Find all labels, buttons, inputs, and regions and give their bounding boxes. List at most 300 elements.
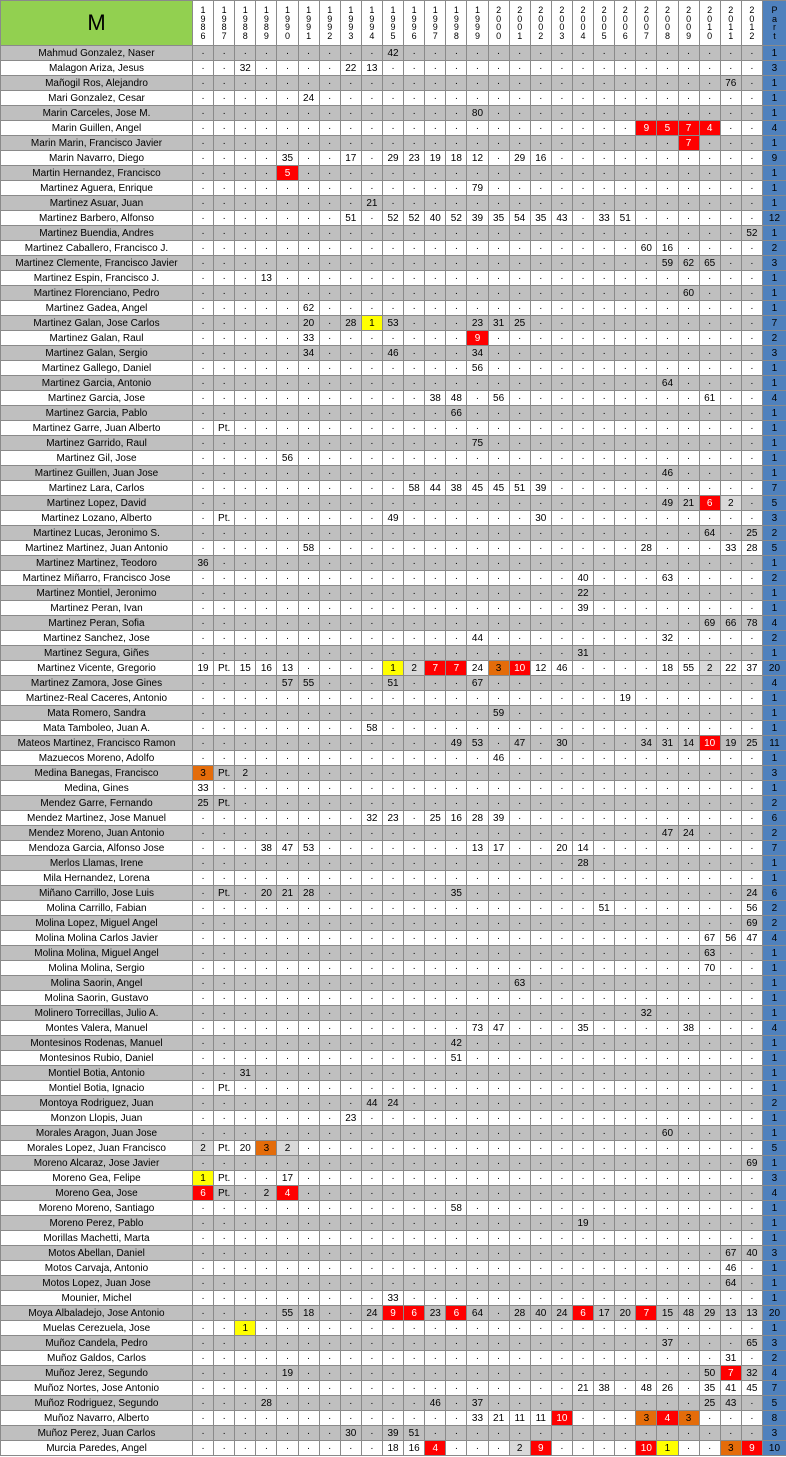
year-cell: · bbox=[340, 1021, 361, 1036]
year-cell: · bbox=[277, 1351, 298, 1366]
year-cell: 3 bbox=[256, 1141, 277, 1156]
year-cell: · bbox=[404, 976, 425, 991]
year-cell: · bbox=[298, 661, 319, 676]
year-cell: · bbox=[657, 841, 678, 856]
year-cell: · bbox=[720, 1411, 741, 1426]
year-cell: · bbox=[425, 1096, 446, 1111]
year-cell: · bbox=[277, 91, 298, 106]
year-cell: · bbox=[594, 1231, 615, 1246]
year-cell: · bbox=[699, 781, 720, 796]
year-cell: · bbox=[572, 1426, 593, 1441]
year-cell: 34 bbox=[636, 736, 657, 751]
year-cell: · bbox=[256, 1276, 277, 1291]
year-cell: 23 bbox=[340, 1111, 361, 1126]
year-cell: · bbox=[298, 1381, 319, 1396]
year-cell: · bbox=[319, 901, 340, 916]
year-cell: · bbox=[277, 121, 298, 136]
player-name: Martinez Segura, Giñes bbox=[1, 646, 193, 661]
table-row bbox=[1, 1426, 786, 1441]
year-cell: · bbox=[214, 586, 235, 601]
year-cell: · bbox=[382, 766, 403, 781]
year-cell: · bbox=[488, 1201, 509, 1216]
year-cell: · bbox=[319, 1186, 340, 1201]
year-cell: · bbox=[446, 841, 467, 856]
year-cell: · bbox=[425, 1336, 446, 1351]
year-cell: · bbox=[340, 781, 361, 796]
year-cell: · bbox=[298, 691, 319, 706]
year-cell: · bbox=[298, 751, 319, 766]
year-cell: · bbox=[636, 1201, 657, 1216]
year-cell: · bbox=[509, 181, 530, 196]
year-cell: · bbox=[425, 76, 446, 91]
year-cell: · bbox=[699, 916, 720, 931]
participations-count: 7 bbox=[762, 481, 786, 496]
year-cell: · bbox=[615, 991, 636, 1006]
year-cell: · bbox=[636, 571, 657, 586]
year-cell: · bbox=[404, 361, 425, 376]
year-cell: · bbox=[425, 1351, 446, 1366]
year-cell: · bbox=[530, 196, 551, 211]
year-cell: · bbox=[319, 226, 340, 241]
year-cell: 29 bbox=[699, 1306, 720, 1321]
year-cell: · bbox=[530, 1216, 551, 1231]
year-cell: 35 bbox=[572, 1021, 593, 1036]
year-cell: · bbox=[404, 856, 425, 871]
year-cell: · bbox=[594, 196, 615, 211]
year-cell: · bbox=[551, 241, 572, 256]
table-row bbox=[1, 616, 786, 631]
year-cell: · bbox=[636, 1126, 657, 1141]
year-cell: · bbox=[488, 1216, 509, 1231]
player-name: Martin Hernandez, Francisco bbox=[1, 166, 193, 181]
year-cell: · bbox=[488, 1291, 509, 1306]
year-cell: · bbox=[551, 526, 572, 541]
year-cell: · bbox=[340, 1396, 361, 1411]
year-cell: · bbox=[277, 1276, 298, 1291]
year-cell: · bbox=[446, 301, 467, 316]
year-cell: · bbox=[256, 46, 277, 61]
year-cell: · bbox=[657, 1261, 678, 1276]
year-cell: · bbox=[530, 256, 551, 271]
year-cell: · bbox=[657, 931, 678, 946]
year-cell: · bbox=[361, 526, 382, 541]
year-cell: · bbox=[467, 1246, 488, 1261]
year-cell: · bbox=[467, 886, 488, 901]
year-cell: · bbox=[699, 271, 720, 286]
year-cell: · bbox=[298, 1321, 319, 1336]
year-cell: · bbox=[425, 316, 446, 331]
year-cell: · bbox=[615, 1216, 636, 1231]
year-cell: · bbox=[235, 1381, 256, 1396]
year-cell: · bbox=[214, 841, 235, 856]
year-cell: · bbox=[340, 361, 361, 376]
year-cell: · bbox=[256, 976, 277, 991]
year-cell: · bbox=[467, 1351, 488, 1366]
year-cell: · bbox=[741, 481, 762, 496]
year-cell: · bbox=[699, 1096, 720, 1111]
year-cell: · bbox=[340, 1366, 361, 1381]
year-cell: · bbox=[509, 166, 530, 181]
year-cell: · bbox=[361, 646, 382, 661]
year-cell: · bbox=[361, 391, 382, 406]
year-cell: · bbox=[551, 946, 572, 961]
year-cell: · bbox=[488, 871, 509, 886]
year-cell: · bbox=[382, 631, 403, 646]
year-cell: · bbox=[699, 1081, 720, 1096]
year-cell: · bbox=[720, 1321, 741, 1336]
year-cell: · bbox=[488, 901, 509, 916]
year-cell: · bbox=[594, 556, 615, 571]
year-cell: · bbox=[741, 1141, 762, 1156]
year-cell: · bbox=[340, 1066, 361, 1081]
year-cell: 23 bbox=[404, 151, 425, 166]
year-cell: · bbox=[277, 571, 298, 586]
year-cell: · bbox=[214, 1006, 235, 1021]
year-cell: · bbox=[214, 1321, 235, 1336]
year-cell: · bbox=[467, 451, 488, 466]
year-cell: · bbox=[530, 76, 551, 91]
year-cell: · bbox=[572, 1201, 593, 1216]
year-cell: 39 bbox=[382, 1426, 403, 1441]
year-cell: · bbox=[551, 1396, 572, 1411]
year-cell: · bbox=[551, 61, 572, 76]
year-cell: · bbox=[657, 76, 678, 91]
year-cell: · bbox=[340, 226, 361, 241]
table-row bbox=[1, 1396, 786, 1411]
year-cell: · bbox=[572, 1246, 593, 1261]
year-cell: · bbox=[615, 556, 636, 571]
year-cell: · bbox=[678, 676, 699, 691]
year-cell: · bbox=[425, 556, 446, 571]
year-cell: · bbox=[214, 1366, 235, 1381]
year-cell: · bbox=[193, 871, 214, 886]
year-cell: · bbox=[235, 196, 256, 211]
year-cell: · bbox=[404, 811, 425, 826]
year-cell: · bbox=[256, 1066, 277, 1081]
year-cell: · bbox=[404, 901, 425, 916]
year-cell: · bbox=[467, 961, 488, 976]
year-cell: · bbox=[615, 631, 636, 646]
participations-count: 2 bbox=[762, 331, 786, 346]
year-cell: · bbox=[720, 346, 741, 361]
table-row bbox=[1, 721, 786, 736]
year-cell: · bbox=[235, 1336, 256, 1351]
year-cell: · bbox=[214, 1216, 235, 1231]
year-cell: · bbox=[572, 1276, 593, 1291]
year-cell: · bbox=[382, 391, 403, 406]
year-cell: · bbox=[298, 796, 319, 811]
year-cell: · bbox=[340, 556, 361, 571]
player-name: Martinez Galan, Jose Carlos bbox=[1, 316, 193, 331]
year-cell: · bbox=[361, 1051, 382, 1066]
year-cell: · bbox=[678, 376, 699, 391]
table-row bbox=[1, 1081, 786, 1096]
table-row bbox=[1, 826, 786, 841]
year-cell: · bbox=[509, 1171, 530, 1186]
year-cell: 53 bbox=[298, 841, 319, 856]
year-cell: · bbox=[382, 916, 403, 931]
year-cell: 24 bbox=[551, 1306, 572, 1321]
year-cell: · bbox=[319, 1111, 340, 1126]
year-cell: · bbox=[467, 1066, 488, 1081]
year-cell: · bbox=[509, 1321, 530, 1336]
year-cell: · bbox=[720, 901, 741, 916]
year-cell: · bbox=[235, 1366, 256, 1381]
year-cell: · bbox=[488, 1231, 509, 1246]
table-row bbox=[1, 1321, 786, 1336]
year-cell: · bbox=[319, 1156, 340, 1171]
year-cell: · bbox=[615, 1021, 636, 1036]
year-cell: · bbox=[720, 211, 741, 226]
year-cell: · bbox=[530, 1246, 551, 1261]
year-cell: 55 bbox=[277, 1306, 298, 1321]
year-cell: · bbox=[404, 961, 425, 976]
table-row bbox=[1, 1411, 786, 1426]
year-cell: · bbox=[298, 1336, 319, 1351]
year-cell: · bbox=[699, 1426, 720, 1441]
year-cell: · bbox=[404, 706, 425, 721]
year-cell: · bbox=[256, 1126, 277, 1141]
year-cell: · bbox=[530, 676, 551, 691]
year-cell: · bbox=[488, 781, 509, 796]
year-cell: · bbox=[488, 1006, 509, 1021]
table-row bbox=[1, 406, 786, 421]
year-cell: · bbox=[298, 1246, 319, 1261]
year-cell: · bbox=[741, 121, 762, 136]
year-cell: · bbox=[509, 931, 530, 946]
year-cell: · bbox=[256, 1171, 277, 1186]
year-cell: · bbox=[551, 766, 572, 781]
year-cell: · bbox=[467, 586, 488, 601]
year-cell: · bbox=[509, 1336, 530, 1351]
year-cell: · bbox=[404, 301, 425, 316]
year-cell: · bbox=[488, 496, 509, 511]
year-cell: 33 bbox=[193, 781, 214, 796]
year-cell: · bbox=[509, 766, 530, 781]
year-cell: · bbox=[340, 466, 361, 481]
year-cell: · bbox=[615, 511, 636, 526]
year-cell: · bbox=[425, 826, 446, 841]
year-cell: · bbox=[235, 1126, 256, 1141]
year-cell: · bbox=[657, 346, 678, 361]
year-cell: · bbox=[720, 571, 741, 586]
year-cell: 38 bbox=[678, 1021, 699, 1036]
year-cell: · bbox=[699, 886, 720, 901]
year-cell: 44 bbox=[361, 1096, 382, 1111]
year-cell: · bbox=[214, 76, 235, 91]
year-cell: · bbox=[361, 1171, 382, 1186]
year-cell: · bbox=[193, 1351, 214, 1366]
year-cell: · bbox=[699, 211, 720, 226]
year-cell: · bbox=[720, 1231, 741, 1246]
year-cell: 24 bbox=[678, 826, 699, 841]
year-cell: · bbox=[551, 361, 572, 376]
year-cell: · bbox=[319, 1276, 340, 1291]
year-cell: · bbox=[446, 1426, 467, 1441]
year-cell: · bbox=[636, 871, 657, 886]
year-cell: · bbox=[235, 181, 256, 196]
participations-count: 4 bbox=[762, 121, 786, 136]
year-cell: · bbox=[551, 1201, 572, 1216]
year-cell: · bbox=[720, 721, 741, 736]
year-cell: · bbox=[404, 616, 425, 631]
year-cell: · bbox=[467, 1231, 488, 1246]
year-cell: · bbox=[382, 196, 403, 211]
year-cell: · bbox=[404, 286, 425, 301]
year-cell: · bbox=[657, 676, 678, 691]
year-cell: · bbox=[509, 1366, 530, 1381]
year-cell: · bbox=[509, 1156, 530, 1171]
year-cell: · bbox=[214, 1411, 235, 1426]
year-cell: · bbox=[488, 376, 509, 391]
year-cell: · bbox=[382, 181, 403, 196]
year-cell: · bbox=[361, 631, 382, 646]
year-cell: · bbox=[425, 166, 446, 181]
year-cell: · bbox=[720, 181, 741, 196]
year-cell: · bbox=[193, 1411, 214, 1426]
year-cell: · bbox=[382, 1171, 403, 1186]
year-cell: · bbox=[214, 361, 235, 376]
year-cell: · bbox=[214, 61, 235, 76]
year-cell: · bbox=[235, 1246, 256, 1261]
year-cell: · bbox=[720, 826, 741, 841]
year-cell: · bbox=[235, 961, 256, 976]
year-cell: 4 bbox=[699, 121, 720, 136]
year-cell: · bbox=[657, 1246, 678, 1261]
year-cell: · bbox=[340, 1321, 361, 1336]
year-cell: · bbox=[446, 376, 467, 391]
year-cell: · bbox=[509, 1276, 530, 1291]
participations-count: 5 bbox=[762, 1396, 786, 1411]
year-cell: · bbox=[530, 301, 551, 316]
year-cell: · bbox=[404, 991, 425, 1006]
year-cell: · bbox=[193, 106, 214, 121]
year-cell: · bbox=[530, 601, 551, 616]
year-cell: · bbox=[678, 646, 699, 661]
participations-count: 1 bbox=[762, 1051, 786, 1066]
table-row bbox=[1, 1276, 786, 1291]
year-cell: · bbox=[488, 181, 509, 196]
year-cell: · bbox=[488, 1261, 509, 1276]
year-cell: · bbox=[446, 676, 467, 691]
year-cell: · bbox=[594, 931, 615, 946]
year-cell: · bbox=[509, 1396, 530, 1411]
year-cell: · bbox=[594, 1366, 615, 1381]
year-cell: · bbox=[256, 406, 277, 421]
year-cell: · bbox=[425, 706, 446, 721]
year-cell: · bbox=[277, 1096, 298, 1111]
year-cell: · bbox=[636, 676, 657, 691]
year-cell: · bbox=[446, 586, 467, 601]
year-cell: · bbox=[340, 391, 361, 406]
year-cell: · bbox=[741, 316, 762, 331]
year-cell: · bbox=[530, 1201, 551, 1216]
year-cell: · bbox=[467, 1441, 488, 1456]
year-cell: · bbox=[699, 1036, 720, 1051]
year-cell: · bbox=[340, 181, 361, 196]
year-cell: · bbox=[404, 1246, 425, 1261]
player-name: Morales Aragon, Juan Jose bbox=[1, 1126, 193, 1141]
year-cell: · bbox=[699, 46, 720, 61]
year-cell: · bbox=[277, 196, 298, 211]
table-row bbox=[1, 301, 786, 316]
year-cell: · bbox=[720, 601, 741, 616]
player-name: Mendez Garre, Fernando bbox=[1, 796, 193, 811]
year-cell: 25 bbox=[509, 316, 530, 331]
year-cell: · bbox=[509, 706, 530, 721]
year-cell: · bbox=[193, 541, 214, 556]
year-cell: · bbox=[340, 1411, 361, 1426]
year-cell: · bbox=[446, 1276, 467, 1291]
year-cell: · bbox=[319, 466, 340, 481]
year-cell: · bbox=[657, 961, 678, 976]
year-cell: · bbox=[256, 391, 277, 406]
year-cell: · bbox=[551, 196, 572, 211]
year-cell: · bbox=[615, 586, 636, 601]
year-cell: · bbox=[509, 301, 530, 316]
year-cell: · bbox=[467, 796, 488, 811]
year-cell: · bbox=[298, 571, 319, 586]
year-cell: 10 bbox=[551, 1411, 572, 1426]
year-cell: · bbox=[446, 346, 467, 361]
year-cell: · bbox=[319, 1261, 340, 1276]
year-cell: · bbox=[467, 1051, 488, 1066]
year-cell: · bbox=[720, 916, 741, 931]
year-cell: · bbox=[425, 436, 446, 451]
year-cell: · bbox=[340, 811, 361, 826]
year-cell: · bbox=[425, 286, 446, 301]
year-cell: · bbox=[340, 736, 361, 751]
year-cell: · bbox=[235, 901, 256, 916]
year-cell: 54 bbox=[509, 211, 530, 226]
year-cell: · bbox=[277, 136, 298, 151]
year-cell: · bbox=[467, 466, 488, 481]
year-cell: · bbox=[720, 436, 741, 451]
year-cell: · bbox=[572, 901, 593, 916]
year-cell: 79 bbox=[467, 181, 488, 196]
participations-count: 1 bbox=[762, 1291, 786, 1306]
participations-count: 3 bbox=[762, 1246, 786, 1261]
year-cell: · bbox=[446, 871, 467, 886]
year-cell: · bbox=[699, 76, 720, 91]
year-cell: · bbox=[256, 1111, 277, 1126]
year-cell: · bbox=[741, 211, 762, 226]
year-cell: · bbox=[277, 1081, 298, 1096]
year-cell: · bbox=[615, 976, 636, 991]
year-cell: · bbox=[720, 166, 741, 181]
year-cell: 46 bbox=[425, 1396, 446, 1411]
year-cell: · bbox=[720, 241, 741, 256]
year-cell: · bbox=[488, 886, 509, 901]
year-cell: 41 bbox=[720, 1381, 741, 1396]
year-cell: · bbox=[256, 1291, 277, 1306]
player-name: Marin Carceles, Jose M. bbox=[1, 106, 193, 121]
year-cell: · bbox=[235, 226, 256, 241]
year-cell: · bbox=[235, 46, 256, 61]
year-cell: · bbox=[636, 901, 657, 916]
year-cell: · bbox=[699, 151, 720, 166]
year-cell: · bbox=[572, 406, 593, 421]
year-cell: · bbox=[657, 91, 678, 106]
year-cell: · bbox=[193, 1291, 214, 1306]
year-cell: · bbox=[404, 1021, 425, 1036]
year-cell: · bbox=[657, 196, 678, 211]
year-cell: · bbox=[720, 976, 741, 991]
year-cell: · bbox=[741, 1126, 762, 1141]
year-cell: · bbox=[425, 856, 446, 871]
year-cell: · bbox=[298, 466, 319, 481]
year-cell: · bbox=[256, 916, 277, 931]
